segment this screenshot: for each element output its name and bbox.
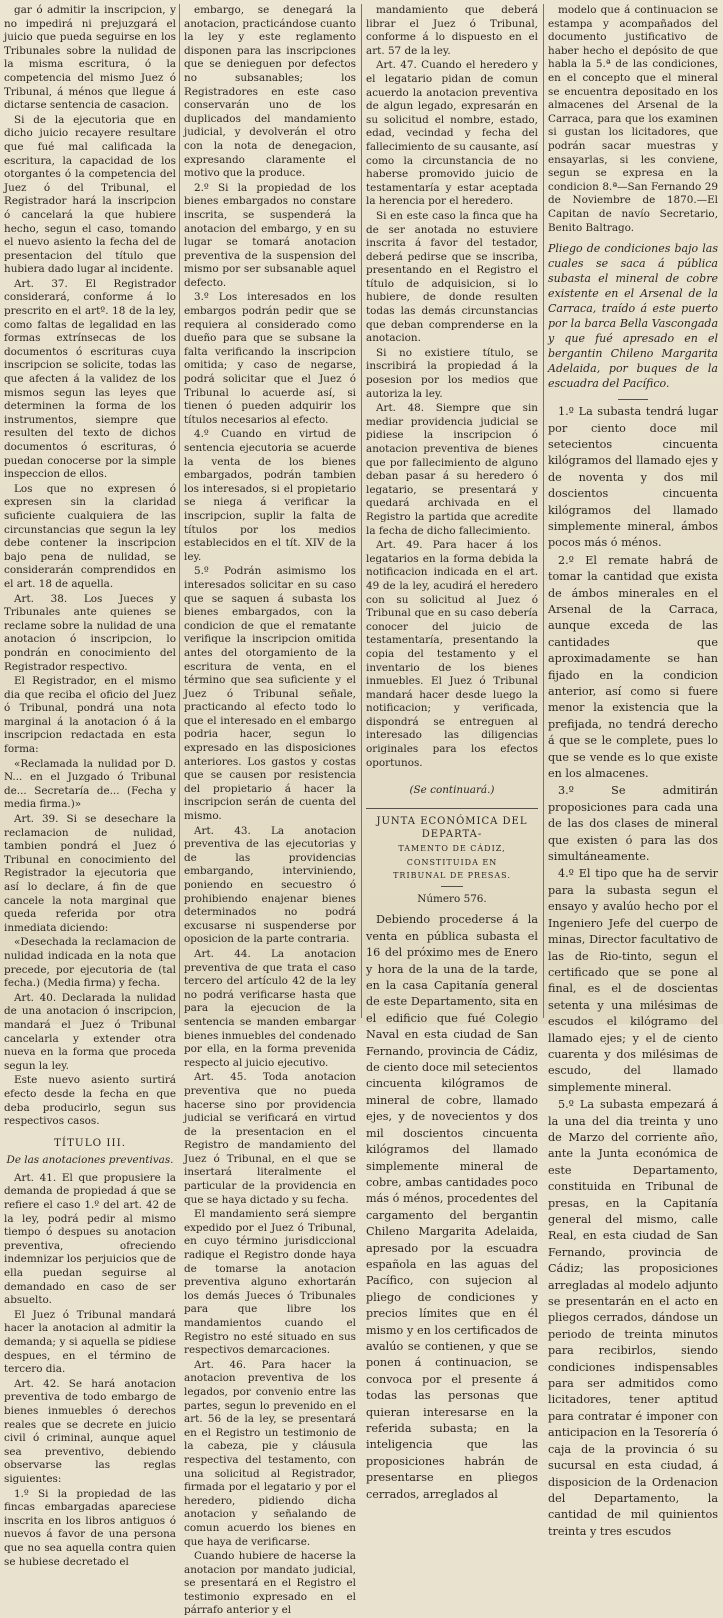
paragraph: El Juez ó Tribunal mandará hacer la anotacion al admitir la demanda; y si aquella se pidiese despues, en el término de tercero dia.: [4, 1308, 176, 1376]
paragraph: Art. 43. La anotacion preventiva de las ejecutorias y de las providencias embargando, interviniendo, poniendo en secuestro ó prohibiendo enajenar bienes determinados no podrá excusarse ni suspenderse por oposicion de la parte contraria.: [184, 824, 356, 946]
paragraph: Art. 38. Los Jueces y Tribunales ante quienes se reclame sobre la nulidad de una anotacion ó inscripcion, lo pondrán en conocimiento del Registrador respectivo.: [4, 592, 176, 673]
paragraph: 3.º Los interesados en los embargos podrán pedir que se requiera al considerado como dueño para que se subsane la falta verificando la inscripcion omitida; y caso de negarse, podrá solicitar que el Juez ó Tribunal lo acuerde así, si tienen ó pueden adquirir los títulos necesarios al efecto.: [184, 291, 356, 426]
column-divider: [543, 4, 544, 1018]
condition: 1.º La subasta tendrá lugar por ciento doce mil setecientos cincuenta kilógramos del llamado ejes y de noventa y dos mil doscientos cincuenta kilógramos del llamado simplemente mineral, ámbos pocos más ó ménos.: [548, 405, 718, 550]
paragraph: «Desechada la reclamacion de nulidad indicada en la nota que precede, por ejecutoria de (tal fecha.) (Media firma) y fecha.: [4, 936, 176, 990]
paragraph: Art. 40. Declarada la nulidad de una anotacion ó inscripcion, mandará el Juez ó Tribunal cancelarla y extender otra nueva en la forma que proceda segun la ley.: [4, 991, 176, 1072]
paragraph: Debiendo procederse á la venta en pública subasta el 16 del próximo mes de Enero y hora de la una de la tarde, en la casa Capitanía general de este Departamento, sita en el edificio que fué Colegio Naval en esta ciudad de San Fernando, provincia de Cádiz, de ciento doce mil setecientos cincuenta kilógramos de mineral de cobre, llamado ejes, y de novecientos y dos mil doscientos cincuenta kilógramos del llamado simplemente mineral de cobre, ambas cantidades poco más ó ménos, procedentes del cargamento del bergantin Chileno Margarita Adelaida, apresado por la escuadra española en las aguas del Pacífico, con sujecion al pliego de condiciones y precios límites que en él mismo y en los certificados de avalúo se contienen, y que se ponen á continuacion, se convoca por el presente á todas las personas que quieran interesarse en la referida subasta; en la inteligencia que las proposiciones habrán de presentarse en pliegos cerrados, arreglados al: [366, 913, 538, 1501]
paragraph: «Reclamada la nulidad por D. N... en el Juzgado ó Tribunal de... Secretaría de... (Fecha y media firma.)»: [4, 757, 176, 811]
paragraph: Art. 42. Se hará anotacion preventiva de todo embargo de bienes inmuebles ó derechos reales que se decrete en juicio civil ó criminal, aunque aquel sea preventivo, debiendo observarse las reglas siguientes:: [4, 1377, 176, 1485]
condition: 5.º La subasta empezará á la una del dia treinta y uno de Marzo del corriente año, ante la Junta económica de este Departamento, constituida en Tribunal de presas, en la Capitanía general del mismo, calle Real, en esta ciudad de San Fernando, provincia de Cádiz; las proposiciones arregladas al modelo adjunto se presentarán en el acto en pliegos cerrados, dándose un periodo de treinta minutos para recibirlos, siendo condiciones indispensables para ser admitidos como licitadores, tener aptitud para contratar é imponer con anticipacion en la Tesorería ó caja de la provincia ó su sucursal en esta ciudad, á disposicion de la Ordenacion del Departamento, la cantidad de mil quinientos treinta y tres escudos: [548, 1098, 718, 1538]
paragraph: Si en este caso la finca que ha de ser anotada no estuviere inscrita á favor del testador, deberá pedirse que se inscriba, presentando en el Registro el título de adquisicion, si lo hubiere, de donde resulten todas las demás circunstancias que deban comprenderse en la anotacion.: [366, 209, 538, 345]
column-1: [4, 4, 176, 1568]
paragraph: Art. 39. Si se desechare la reclamacion de nulidad, tambien pondrá el Juez ó Tribunal en conocimiento del Registrador la ejecutoria que así lo declare, á fin de que cancele la nota marginal que queda referida por otra inmediata diciendo:: [4, 813, 176, 934]
paragraph: 2.º Si la propiedad de los bienes embargados no constare inscrita, se suspenderá la anotacion del embargo, y en su lugar se tomará anotacion preventiva de la suspension del mismo por ser subsanable aquel defecto.: [184, 181, 356, 289]
junta-line-2: TAMENTO DE CÁDIZ, CONSTITUIDA EN: [398, 844, 506, 867]
section-subtitle: De las anotaciones preventivas.: [6, 1154, 174, 1167]
column-3: [366, 4, 538, 1501]
column-divider: [361, 4, 362, 1018]
junta-heading: [366, 815, 538, 883]
paragraph: Este nuevo asiento surtirá efecto desde la fecha en que deba producirlo, segun sus respectivos casos.: [4, 1074, 176, 1128]
section-title: TÍTULO III.: [53, 1136, 127, 1149]
paragraph: Cuando hubiere de hacerse la anotacion por mandato judicial, se presentará en el Registro el testimonio expresado en el párrafo anterior y el: [184, 1550, 356, 1617]
condition: 3.º Se admitirán proposiciones para cada una de las dos clases de mineral que existen ó para las dos simultáneamente.: [548, 784, 718, 864]
condition: 4.º El tipo que ha de servir para la subasta segun el ensayo y avalúo hecho por el Ingeniero Jefe del cuerpo de minas, Director facultativo de las de Rio-tinto, segun el certificado que se pone al final, es el de doscientas setenta y una milésimas de escudos el kilógramo del llamado ejes; y el de ciento cuarenta y dos milésimas de escudo, del llamado simplemente mineral.: [548, 867, 718, 1094]
paragraph: Art. 37. El Registrador considerará, conforme á lo prescrito en el artº. 18 de la ley, como faltas de legalidad en las formas extrínsecas de los documentos ó escrituras cuya inscripcion se solicite, todas las que afecten á la validez de los mismos segun las leyes que determinen la forma de los instrumentos, siempre que resulten del texto de dichos documentos ó escrituras, ó puedan conocerse por la simple inspeccion de ellos.: [4, 277, 176, 481]
paragraph: modelo que á continuacion se estampa y acompañados del documento justificativo de haber hecho el depósito de que habla la 5.ª de las condiciones, en el concepto que el mineral se encuentra depositado en los almacenes del Arsenal de la Carraca, para que los examinen si gustan los licitadores, que podrán sacar muestras y ensayarlas, si les conviene, segun se expresa en la condicion 8.ª—San Fernando 29 de Noviembre de 1870.—El Capitan de navío Secretario, Benito Baltrago.: [548, 4, 718, 234]
paragraph: Si no existiere título, se inscribirá la propiedad á la posesion por los medios que autoriza la ley.: [366, 346, 538, 400]
paragraph: gar ó admitir la inscripcion, y no impedirá ni prejuzgará el juicio que pueda seguirse en los Tribunales sobre la nulidad de la misma escritura, ó la competencia del mismo Juez ó Tribunal, á ménos que llegue á dictarse sentencia de casacion.: [4, 4, 176, 112]
paragraph: Art. 44. La anotacion preventiva de que trata el caso tercero del artículo 42 de la ley no podrá verificarse hasta que para la ejecucion de la sentencia se manden embargar bienes inmuebles del condenado por ella, en la forma prevenida respecto al juicio ejecutivo.: [184, 947, 356, 1069]
paragraph: 4.º Cuando en virtud de sentencia ejecutoria se acuerde la venta de los bienes embargados, podrán tambien los interesados, si el propietario se niega á verificar la inscripcion, suplir la falta de títulos por los medios establecidos en el tít. XIV de la ley.: [184, 428, 356, 563]
condition: 2.º El remate habrá de tomar la cantidad que exista de ámbos minerales en el Arsenal de la Carraca, aunque exceda de las cantidades que aproximadamente se han fijado en la condicion anterior, así como si fuere menor la existencia que la prefijada, no tendrá derecho á que se le complete, pues lo que se vende es lo que existe en los almacenes.: [548, 553, 718, 781]
continued-note: (Se continuará.): [409, 784, 495, 797]
junta-line-1: JUNTA ECONÓMICA DEL DEPARTA-: [376, 815, 528, 841]
short-rule: [441, 886, 463, 887]
paragraph: embargo, se denegará la anotacion, practicándose cuanto la ley y este reglamento disponen para las inscripciones que se denieguen por defectos no subsanables; los Registradores en este caso conservarán uno de los duplicados del mandamiento judicial, y devolverán el otro con la nota de denegacion, expresando claramente el motivo que la produce.: [184, 4, 356, 180]
paragraph: El mandamiento será siempre expedido por el Juez ó Tribunal, en cuyo término jurisdiccional radique el Registro donde haya de tomarse la anotacion preventiva alguno exhortarán los demás Jueces ó Tribunales para que libre los mandamientos cuando el Registro no esté situado en sus respectivos demarcaciones.: [184, 1208, 356, 1357]
notice-number: Número 576.: [417, 892, 487, 905]
paragraph: Art. 45. Toda anotacion preventiva que no pueda hacerse sino por providencia judicial se verificará en virtud de la presentacion en el Registro de mandamiento del Juez ó Tribunal, en el que se insertará literalmente el particular de la providencia en que se haya dictado y su fecha.: [184, 1071, 356, 1206]
column-2: [184, 4, 356, 1617]
paragraph: Los que no expresen ó expresen sin la claridad suficiente cualquiera de las circunstancias que segun la ley debe contener la inscripcion bajo pena de nulidad, se considerarán comprendidos en el art. 18 de aquella.: [4, 482, 176, 590]
paragraph: Art. 41. El que propusiere la demanda de propiedad á que se refiere el caso 1.º del art. 42 de la ley, podrá pedir al mismo tiempo ó despues su anotacion preventiva, ofreciendo indemnizar los perjuicios que de ella puedan seguirse al demandado en caso de ser absuelto.: [4, 1171, 176, 1307]
paragraph: El Registrador, en el mismo dia que reciba el oficio del Juez ó Tribunal, pondrá una nota marginal á la anotacion ó á la inscripcion redactada en esta forma:: [4, 675, 176, 756]
column-4: [548, 4, 718, 1538]
junta-line-3: TRIBUNAL DE PRESAS.: [393, 871, 511, 881]
paragraph: 5.º Podrán asimismo los interesados solicitar en su caso que se saquen á subasta los bienes embargados, con la condicion de que el rematante verifique la inscripcion omitida antes del otorgamiento de la escritura de venta, en el término que sea suficiente y el Juez ó Tribunal señale, practicando al efecto todo lo que el interesado en el embargo podria hacer, segun lo expresado en las disposiciones anteriores. Los gastos y costas que se causen por resistencia del propietario á hacer la inscripcion serán de cuenta del mismo.: [184, 565, 356, 823]
paragraph: Art. 46. Para hacer la anotacion preventiva de los legados, por convenio entre las partes, segun lo prevenido en el art. 56 de la ley, se presentará en el Registro un testimonio de la cabeza, pie y cláusula respectiva del testamento, con una solicitud al Registrador, firmada por el legatario y por el heredero, pidiendo dicha anotacion y señalando de comun acuerdo los bienes en que haya de verificarse.: [184, 1358, 356, 1548]
section-separator: [366, 808, 538, 809]
paragraph: Art. 47. Cuando el heredero y el legatario pidan de comun acuerdo la anotacion preventiva de algun legado, expresarán en su solicitud el nombre, estado, edad, vecindad y fecha del fallecimiento de su causante, así como la circunstancia de no haberse promovido juicio de testamentaría y estar aceptada la herencia por el heredero.: [366, 59, 538, 208]
paragraph: 1.º Si la propiedad de las fincas embargadas apareciese inscrita en los libros antiguos ó nuevos á favor de una persona que no sea aquella contra quien se hubiese decretado el: [4, 1487, 176, 1568]
paragraph: Art. 49. Para hacer á los legatarios en la forma debida la notificacion indicada en el art. 49 de la ley, acudirá el heredero con su solicitud al Juez ó Tribunal que en su caso debería conocer del juicio de testamentaría, presentando la copia del testamento y el inventario de los bienes inmuebles. El Juez ó Tribunal mandará hacer desde luego la notificacion; y verificada, dispondrá se entreguen al interesado las diligencias originales para los efectos oportunos.: [366, 539, 538, 769]
column-divider: [179, 4, 180, 1018]
pliego-title: Pliego de condiciones bajo las cuales se saca á pública subasta el mineral de cobre existente en el Arsenal de la Carraca, traído á este puerto por la barca Bella Vascongada y que fué apresado en el bergantin Chileno Margarita Adelaida, por buques de la escuadra del Pacífico.: [548, 242, 718, 391]
paragraph: mandamiento que deberá librar el Juez ó Tribunal, conforme á lo dispuesto en el art. 57 de la ley.: [366, 4, 538, 57]
short-rule: [618, 399, 648, 400]
paragraph: Si de la ejecutoria que en dicho juicio recayere resultare que fué mal calificada la escritura, la capacidad de los otorgantes ó la competencia del Juez ó del Tribunal, el Registrador hará la inscripcion ó cancelará la que hubiere hecho, segun el caso, tomando el nuevo asiento la fecha del de presentacion del título que hubiera dado lugar al incidente.: [4, 113, 176, 276]
paragraph: Art. 48. Siempre que sin mediar providencia judicial se pidiese la inscripcion ó anotacion preventiva de bienes que por fallecimiento de alguno deban pasar á su heredero ó legatario, se presentará y quedará archivada en el Registro la partida que acredite la fecha de dicho fallecimiento.: [366, 402, 538, 537]
